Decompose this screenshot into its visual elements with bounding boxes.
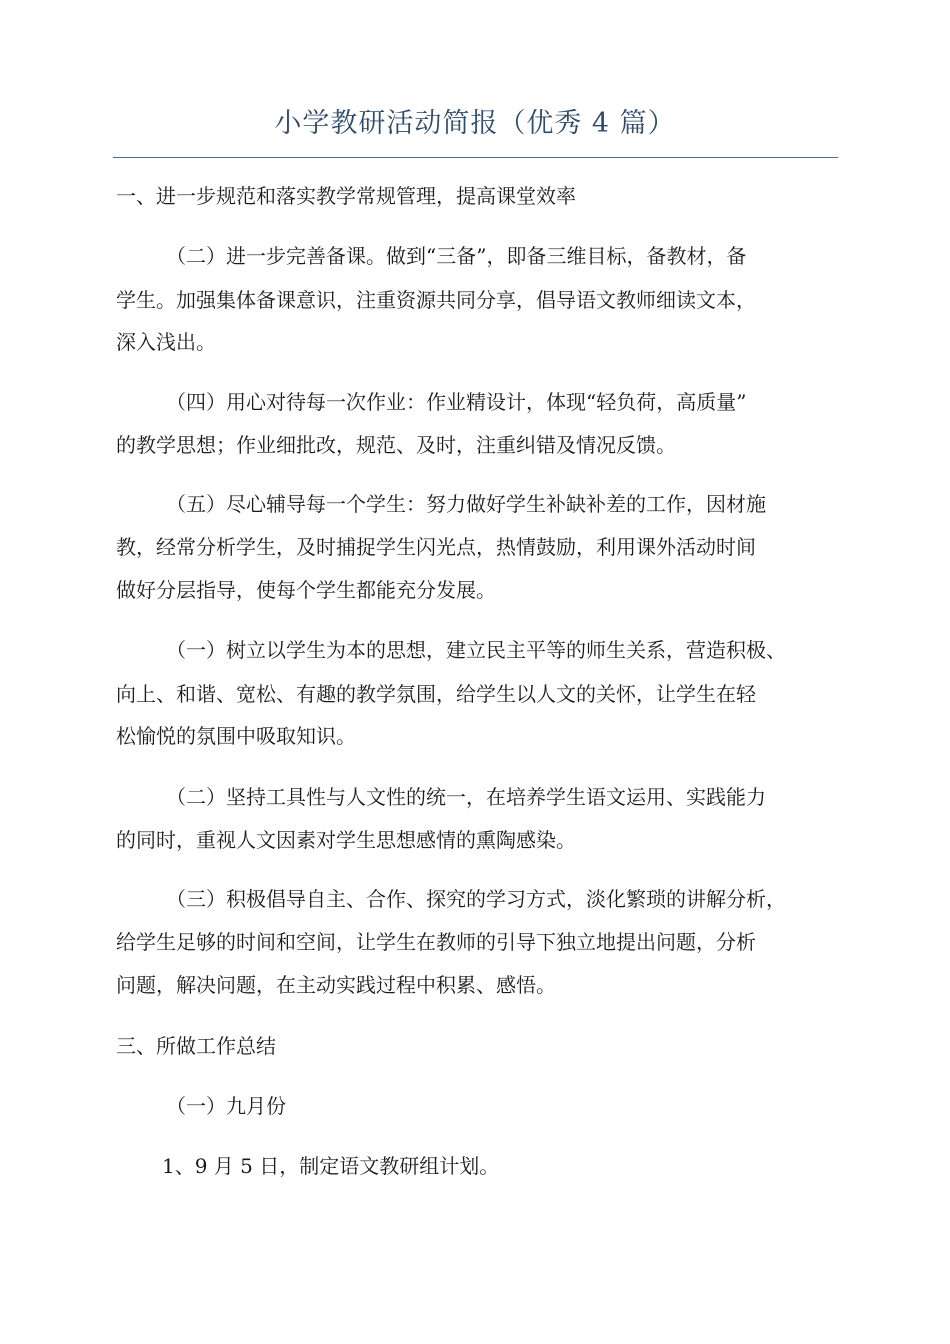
paragraph-4-line-3: 松愉悦的氛围中吸取知识。 bbox=[116, 724, 356, 748]
paragraph-2-line-2: 的教学思想；作业细批改，规范、及时，注重纠错及情况反馈。 bbox=[116, 433, 676, 457]
section-heading-1: 一、进一步规范和落实教学常规管理，提高课堂效率 bbox=[116, 184, 576, 208]
paragraph-3-line-1: （五）尽心辅导每一个学生：努力做好学生补缺补差的工作，因材施 bbox=[166, 492, 766, 516]
paragraph-3-line-3: 做好分层指导，使每个学生都能充分发展。 bbox=[116, 578, 496, 602]
paragraph-1-line-1: （二）进一步完善备课。做到“三备”，即备三维目标，备教材，备 bbox=[166, 244, 747, 268]
list-item: 1、9 月 5 日，制定语文教研组计划。 bbox=[162, 1154, 500, 1178]
paragraph-5-line-1: （二）坚持工具性与人文性的统一，在培养学生语文运用、实践能力 bbox=[166, 785, 766, 809]
paragraph-4-line-1: （一）树立以学生为本的思想，建立民主平等的师生关系，营造积极、 bbox=[166, 638, 786, 662]
section-heading-3: 三、所做工作总结 bbox=[116, 1034, 276, 1058]
document-title: 小学教研活动简报（优秀 4 篇） bbox=[274, 108, 676, 139]
paragraph-4-line-2: 向上、和谐、宽松、有趣的教学氛围，给学生以人文的关怀，让学生在轻 bbox=[116, 682, 756, 706]
paragraph-3-line-2: 教，经常分析学生，及时捕捉学生闪光点，热情鼓励，利用课外活动时间 bbox=[116, 535, 756, 559]
paragraph-5-line-2: 的同时，重视人文因素对学生思想感情的熏陶感染。 bbox=[116, 828, 576, 852]
subsection-september: （一）九月份 bbox=[166, 1094, 286, 1118]
document-body bbox=[116, 0, 840, 1344]
paragraph-2-line-1: （四）用心对待每一次作业：作业精设计，体现“轻负荷，高质量” bbox=[166, 390, 747, 414]
paragraph-6-line-1: （三）积极倡导自主、合作、探究的学习方式，淡化繁琐的讲解分析， bbox=[166, 887, 786, 911]
paragraph-1-line-3: 深入浅出。 bbox=[116, 330, 216, 354]
paragraph-1-line-2: 学生。加强集体备课意识，注重资源共同分享，倡导语文教师细读文本， bbox=[116, 288, 756, 312]
paragraph-6-line-2: 给学生足够的时间和空间，让学生在教师的引导下独立地提出问题，分析 bbox=[116, 930, 756, 954]
paragraph-6-line-3: 问题，解决问题，在主动实践过程中积累、感悟。 bbox=[116, 973, 556, 997]
